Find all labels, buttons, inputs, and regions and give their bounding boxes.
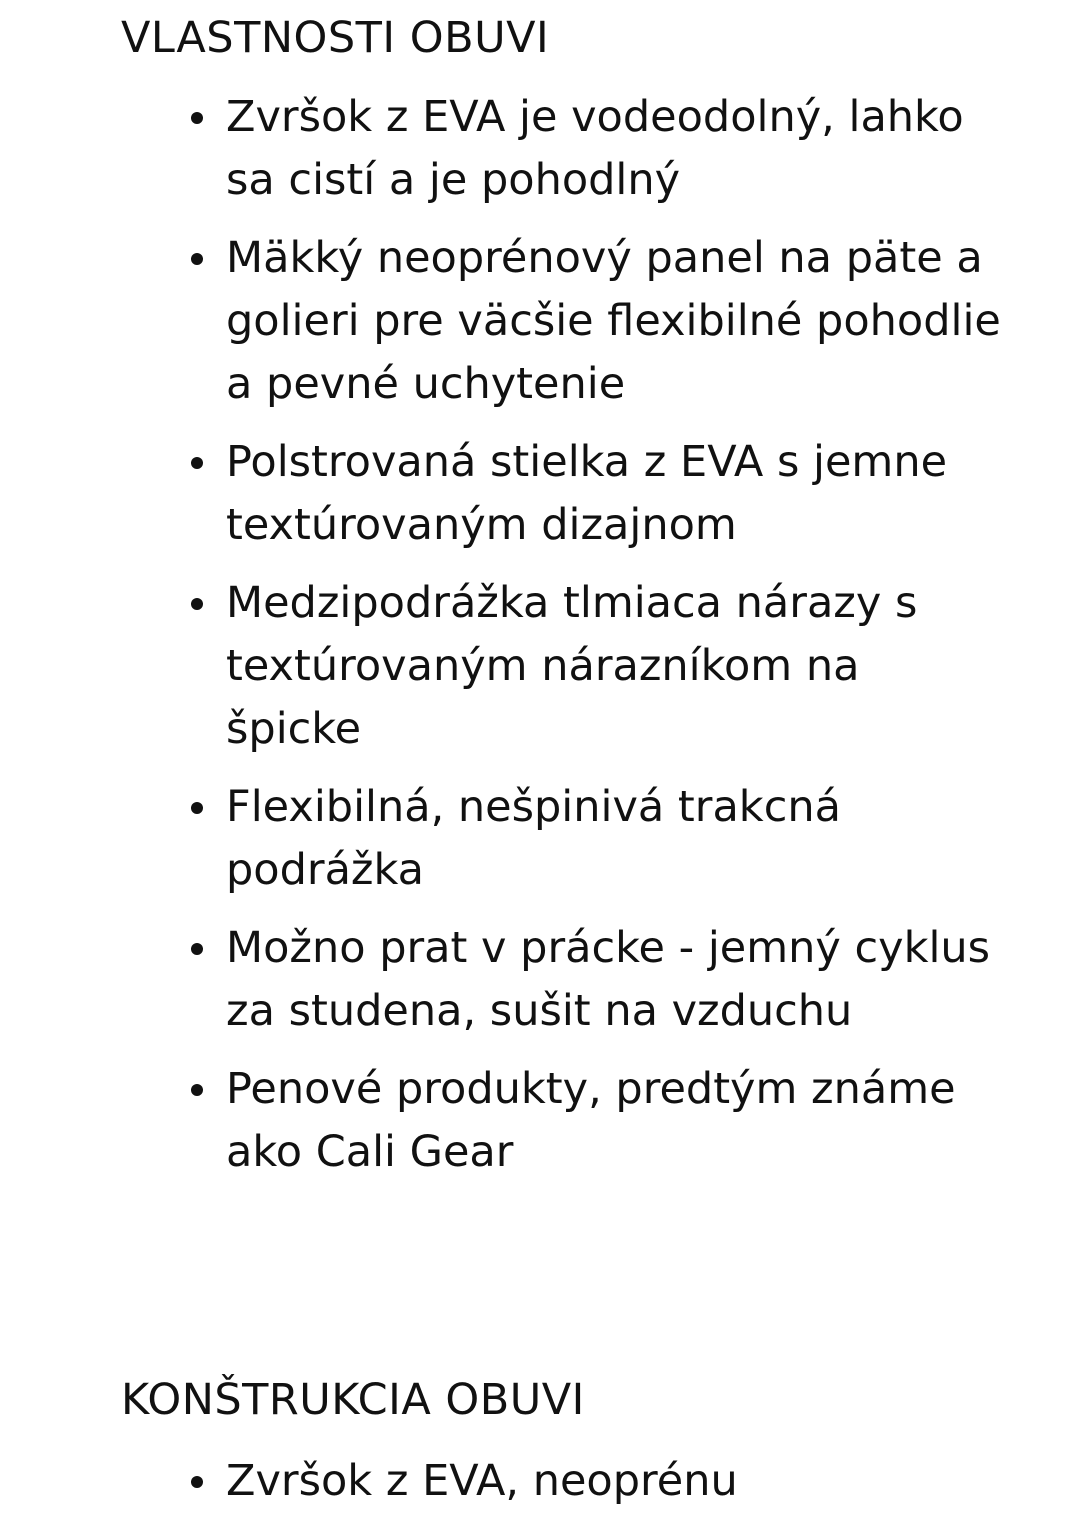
bullet-dot-icon [191, 1476, 203, 1488]
list-item-text: Penové produkty, predtým známe ako Cali Gear [226, 1064, 956, 1177]
construction-section [121, 1374, 1001, 1513]
list-item-text: Polstrovaná stielka z EVA s jemne textúrovaným dizajnom [226, 437, 948, 550]
list-item [121, 776, 1001, 902]
construction-heading: KONŠTRUKCIA OBUVI [121, 1375, 585, 1425]
list-item [121, 1450, 1001, 1513]
bullet-dot-icon [191, 112, 203, 124]
list-item-text: Možno prat v prácke - jemný cyklus za studena, sušit na vzduchu [226, 923, 991, 1036]
list-item-text: Flexibilná, nešpinivá trakcná podrážka [226, 782, 841, 895]
bullet-dot-icon [191, 802, 203, 814]
list-item [121, 431, 1001, 557]
bullet-dot-icon [191, 1084, 203, 1096]
features-heading: VLASTNOSTI OBUVI [121, 13, 550, 63]
list-item-text: Zvršok z EVA, neoprénu [226, 1456, 738, 1506]
list-item-text: Mäkký neoprénový panel na päte a golieri pre väcšie flexibilné pohodlie a pevné uchytenie [226, 233, 1001, 409]
features-list [121, 86, 1001, 1184]
list-item [121, 917, 1001, 1043]
list-item [121, 86, 1001, 212]
construction-list [121, 1450, 1001, 1513]
features-section [121, 12, 1001, 1199]
list-item-text: Zvršok z EVA je vodeodolný, lahko sa cistí a je pohodlný [226, 92, 964, 205]
list-item [121, 227, 1001, 416]
bullet-dot-icon [191, 457, 203, 469]
list-item [121, 1058, 1001, 1184]
bullet-dot-icon [191, 943, 203, 955]
bullet-dot-icon [191, 598, 203, 610]
bullet-dot-icon [191, 253, 203, 265]
list-item [121, 572, 1001, 761]
list-item-text: Medzipodrážka tlmiaca nárazy s textúrovaným nárazníkom na špicke [226, 578, 918, 754]
